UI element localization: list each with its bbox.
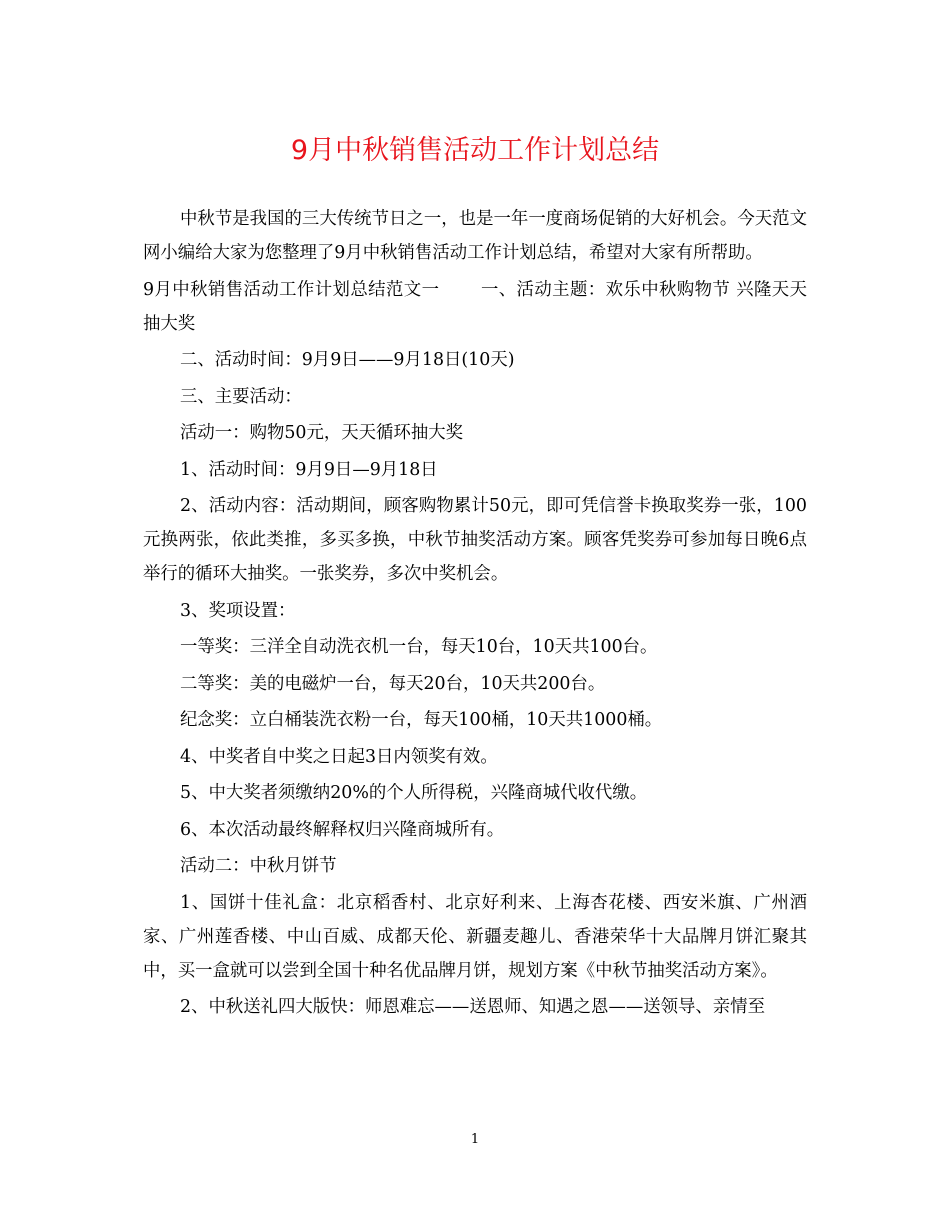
paragraph: 纪念奖：立白桶装洗衣粉一台，每天100桶，10天共1000桶。 bbox=[180, 710, 663, 730]
paragraph: 2、活动内容：活动期间，顾客购物累计50元，即可凭信誉卡换取奖券一张，100元换两张，依此类推，多买多换，中秋节抽奖活动方案。顾客凭奖券可参加每日晚6点举行的循环大抽奖。一张奖券，多次中奖机会。 bbox=[143, 496, 807, 584]
page-number: 1 bbox=[470, 1132, 480, 1147]
document-body bbox=[143, 202, 807, 1027]
paragraph: 1、活动时间：9月9日—9月18日 bbox=[180, 459, 438, 480]
paragraph: 1、国饼十佳礼盒：北京稻香村、北京好利来、上海杏花楼、西安米旗、广州酒家、广州莲香楼、中山百威、成都天伦、新疆麦趣儿、香港荣华十大品牌月饼汇聚其中，买一盒就可以尝到全国十种名优品牌月饼，规划方案《中秋节抽奖活动方案》。 bbox=[143, 892, 807, 981]
paragraph: 3、奖项设置： bbox=[180, 600, 296, 621]
paragraph: 三、主要活动： bbox=[180, 386, 302, 407]
paragraph: 活动一：购物50元，天天循环抽大奖 bbox=[180, 423, 463, 443]
paragraph: 中秋节是我国的三大传统节日之一，也是一年一度商场促销的大好机会。今天范文网小编给大家为您整理了9月中秋销售活动工作计划总结，希望对大家有所帮助。 bbox=[143, 209, 807, 263]
paragraph: 2、中秋送礼四大版快：师恩难忘——送恩师、知遇之恩——送领导、亲情至 bbox=[180, 997, 765, 1017]
document-title: 9月中秋销售活动工作计划总结 bbox=[290, 135, 660, 166]
paragraph: 4、中奖者自中奖之日起3日内领奖有效。 bbox=[180, 746, 498, 767]
paragraph: 二、活动时间：9月9日——9月18日(10天) bbox=[180, 350, 515, 370]
paragraph: 9月中秋销售活动工作计划总结范文一 一、活动主题：欢乐中秋购物节 兴隆天天抽大奖 bbox=[143, 279, 807, 334]
paragraph: 6、本次活动最终解释权归兴隆商城所有。 bbox=[180, 819, 505, 840]
paragraph: 5、中大奖者须缴纳20%的个人所得税，兴隆商城代收代缴。 bbox=[180, 783, 648, 803]
paragraph: 一等奖：三洋全自动洗衣机一台，每天10台，10天共100台。 bbox=[180, 637, 658, 657]
paragraph: 二等奖：美的电磁炉一台，每天20台，10天共200台。 bbox=[180, 673, 606, 694]
paragraph: 活动二：中秋月饼节 bbox=[180, 856, 337, 876]
